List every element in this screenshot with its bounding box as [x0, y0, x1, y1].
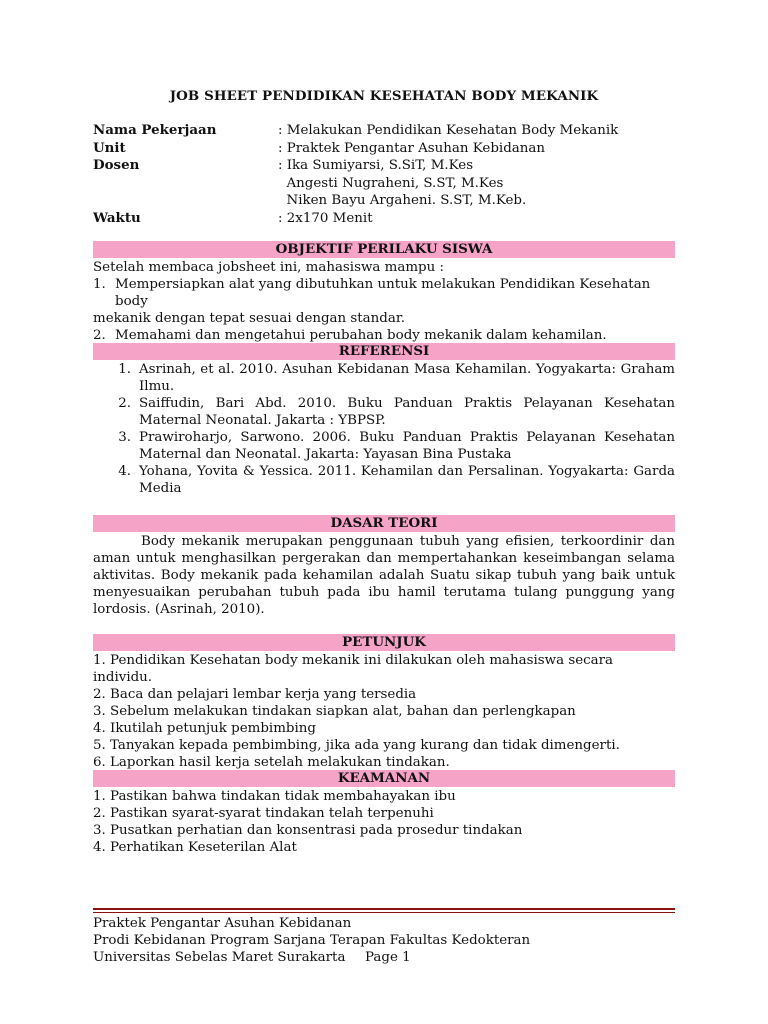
section-heading-keamanan: KEAMANAN — [93, 770, 675, 787]
footer-rule-thin — [93, 912, 675, 913]
section-heading-referensi: REFERENSI — [93, 343, 675, 360]
list-item: 4. Ikutilah petunjuk pembimbing — [93, 721, 316, 736]
info-row — [93, 157, 675, 175]
section-petunjuk — [93, 634, 675, 771]
page-number: Page 1 — [365, 950, 411, 965]
reference-item: 3. Prawiroharjo, Sarwono. 2006. Buku Panduan Praktis Pelayanan Kesehatan Maternal dan Neonatal. Jakarta: Yayasan Bina Pustaka — [118, 430, 675, 462]
petunjuk-list — [93, 652, 675, 771]
info-label: Waktu — [93, 209, 141, 226]
list-item: 4. Perhatikan Keseterilan Alat — [93, 840, 297, 855]
list-item: 1. Mempersiapkan alat yang dibutuhkan untuk melakukan Pendidikan Kesehatan body — [93, 277, 651, 309]
list-item: 2. Baca dan pelajari lembar kerja yang tersedia — [93, 687, 417, 702]
section-dasar-teori — [93, 515, 675, 618]
reference-item: 1. Asrinah, et al. 2010. Asuhan Kebidanan Masa Kehamilan. Yogyakarta: Graham Ilmu. — [118, 362, 675, 394]
footer-university-row — [93, 949, 675, 966]
list-item: 5. Tanyakan kepada pembimbing, jika ada yang kurang dan tidak dimengerti. — [93, 738, 620, 753]
info-value: Angesti Nugraheni, S.ST, M.Kes — [278, 175, 504, 191]
info-label: Nama Pekerjaan — [93, 122, 217, 138]
footer-university: Universitas Sebelas Maret Surakarta — [93, 950, 346, 965]
objektif-list — [93, 276, 675, 344]
list-item: 2. Pastikan syarat-syarat tindakan telah terpenuhi — [93, 806, 434, 821]
section-heading-dasar-teori: DASAR TEORI — [93, 515, 675, 532]
list-item: 3. Pusatkan perhatian dan konsentrasi pada prosedur tindakan — [93, 823, 523, 838]
dasar-teori-paragraph: Body mekanik merupakan penggunaan tubuh yang efisien, terkoordinir dan aman untuk menghasilkan pergerakan dan mempertahankan keseimbangan selama aktivitas. Body mekanik pada kehamilan adalah Suatu sikap tubuh yang baik untuk menyesuaikan perubahan tubuh pada ibu hamil terutama tulang punggung yang lordosis. (Asrinah, 2010). — [93, 534, 675, 617]
info-value: : Melakukan Pendidikan Kesehatan Body Mekanik — [278, 123, 619, 138]
keamanan-list — [93, 788, 675, 856]
section-keamanan — [93, 770, 675, 856]
info-row — [93, 210, 675, 228]
info-value: Niken Bayu Argaheni. S.ST, M.Keb. — [278, 193, 527, 208]
footer-program: Prodi Kebidanan Program Sarjana Terapan Fakultas Kedokteran — [93, 933, 531, 948]
reference-item: 2. Saiffudin, Bari Abd. 2010. Buku Panduan Praktis Pelayanan Kesehatan Maternal Neonatal. Jakarta : YBPSP. — [118, 396, 675, 428]
info-row — [93, 175, 675, 193]
document-title: JOB SHEET PENDIDIKAN KESEHATAN BODY MEKANIK — [169, 88, 599, 104]
info-value: : Ika Sumiyarsi, S.SiT, M.Kes — [278, 158, 474, 173]
info-row — [93, 140, 675, 158]
info-row — [93, 122, 675, 140]
section-heading-objektif: OBJEKTIF PERILAKU SISWA — [93, 241, 675, 258]
section-objektif — [93, 241, 675, 344]
footer-rule — [93, 908, 675, 910]
list-item: 1. Pendidikan Kesehatan body mekanik ini dilakukan oleh mahasiswa secara individu. — [93, 653, 614, 685]
info-label: Dosen — [93, 157, 140, 173]
footer-course: Praktek Pengantar Asuhan Kebidanan — [93, 916, 352, 931]
reference-item: 4. Yohana, Yovita & Yessica. 2011. Kehamilan dan Persalinan. Yogyakarta: Garda Media — [118, 464, 675, 496]
section-referensi — [93, 343, 675, 497]
objektif-intro: Setelah membaca jobsheet ini, mahasiswa mampu : — [93, 260, 444, 275]
info-label — [93, 175, 278, 193]
section-heading-petunjuk: PETUNJUK — [93, 634, 675, 651]
info-label: Unit — [93, 139, 126, 156]
job-info-block — [93, 122, 675, 227]
info-value: : Praktek Pengantar Asuhan Kebidanan — [278, 140, 545, 156]
list-item: mekanik dengan tepat sesuai dengan standar. — [93, 311, 406, 326]
list-item: 3. Sebelum melakukan tindakan siapkan alat, bahan dan perlengkapan — [93, 704, 576, 719]
referensi-list — [93, 361, 675, 497]
page-footer — [93, 908, 675, 966]
list-item: 6. Laporkan hasil kerja setelah melakukan tindakan. — [93, 755, 450, 770]
info-value: : 2x170 Menit — [278, 210, 373, 226]
info-label — [93, 192, 278, 210]
info-row — [93, 192, 675, 210]
list-item: 2. Memahami dan mengetahui perubahan body mekanik dalam kehamilan. — [93, 328, 607, 343]
list-item: 1. Pastikan bahwa tindakan tidak membahayakan ibu — [93, 789, 456, 804]
